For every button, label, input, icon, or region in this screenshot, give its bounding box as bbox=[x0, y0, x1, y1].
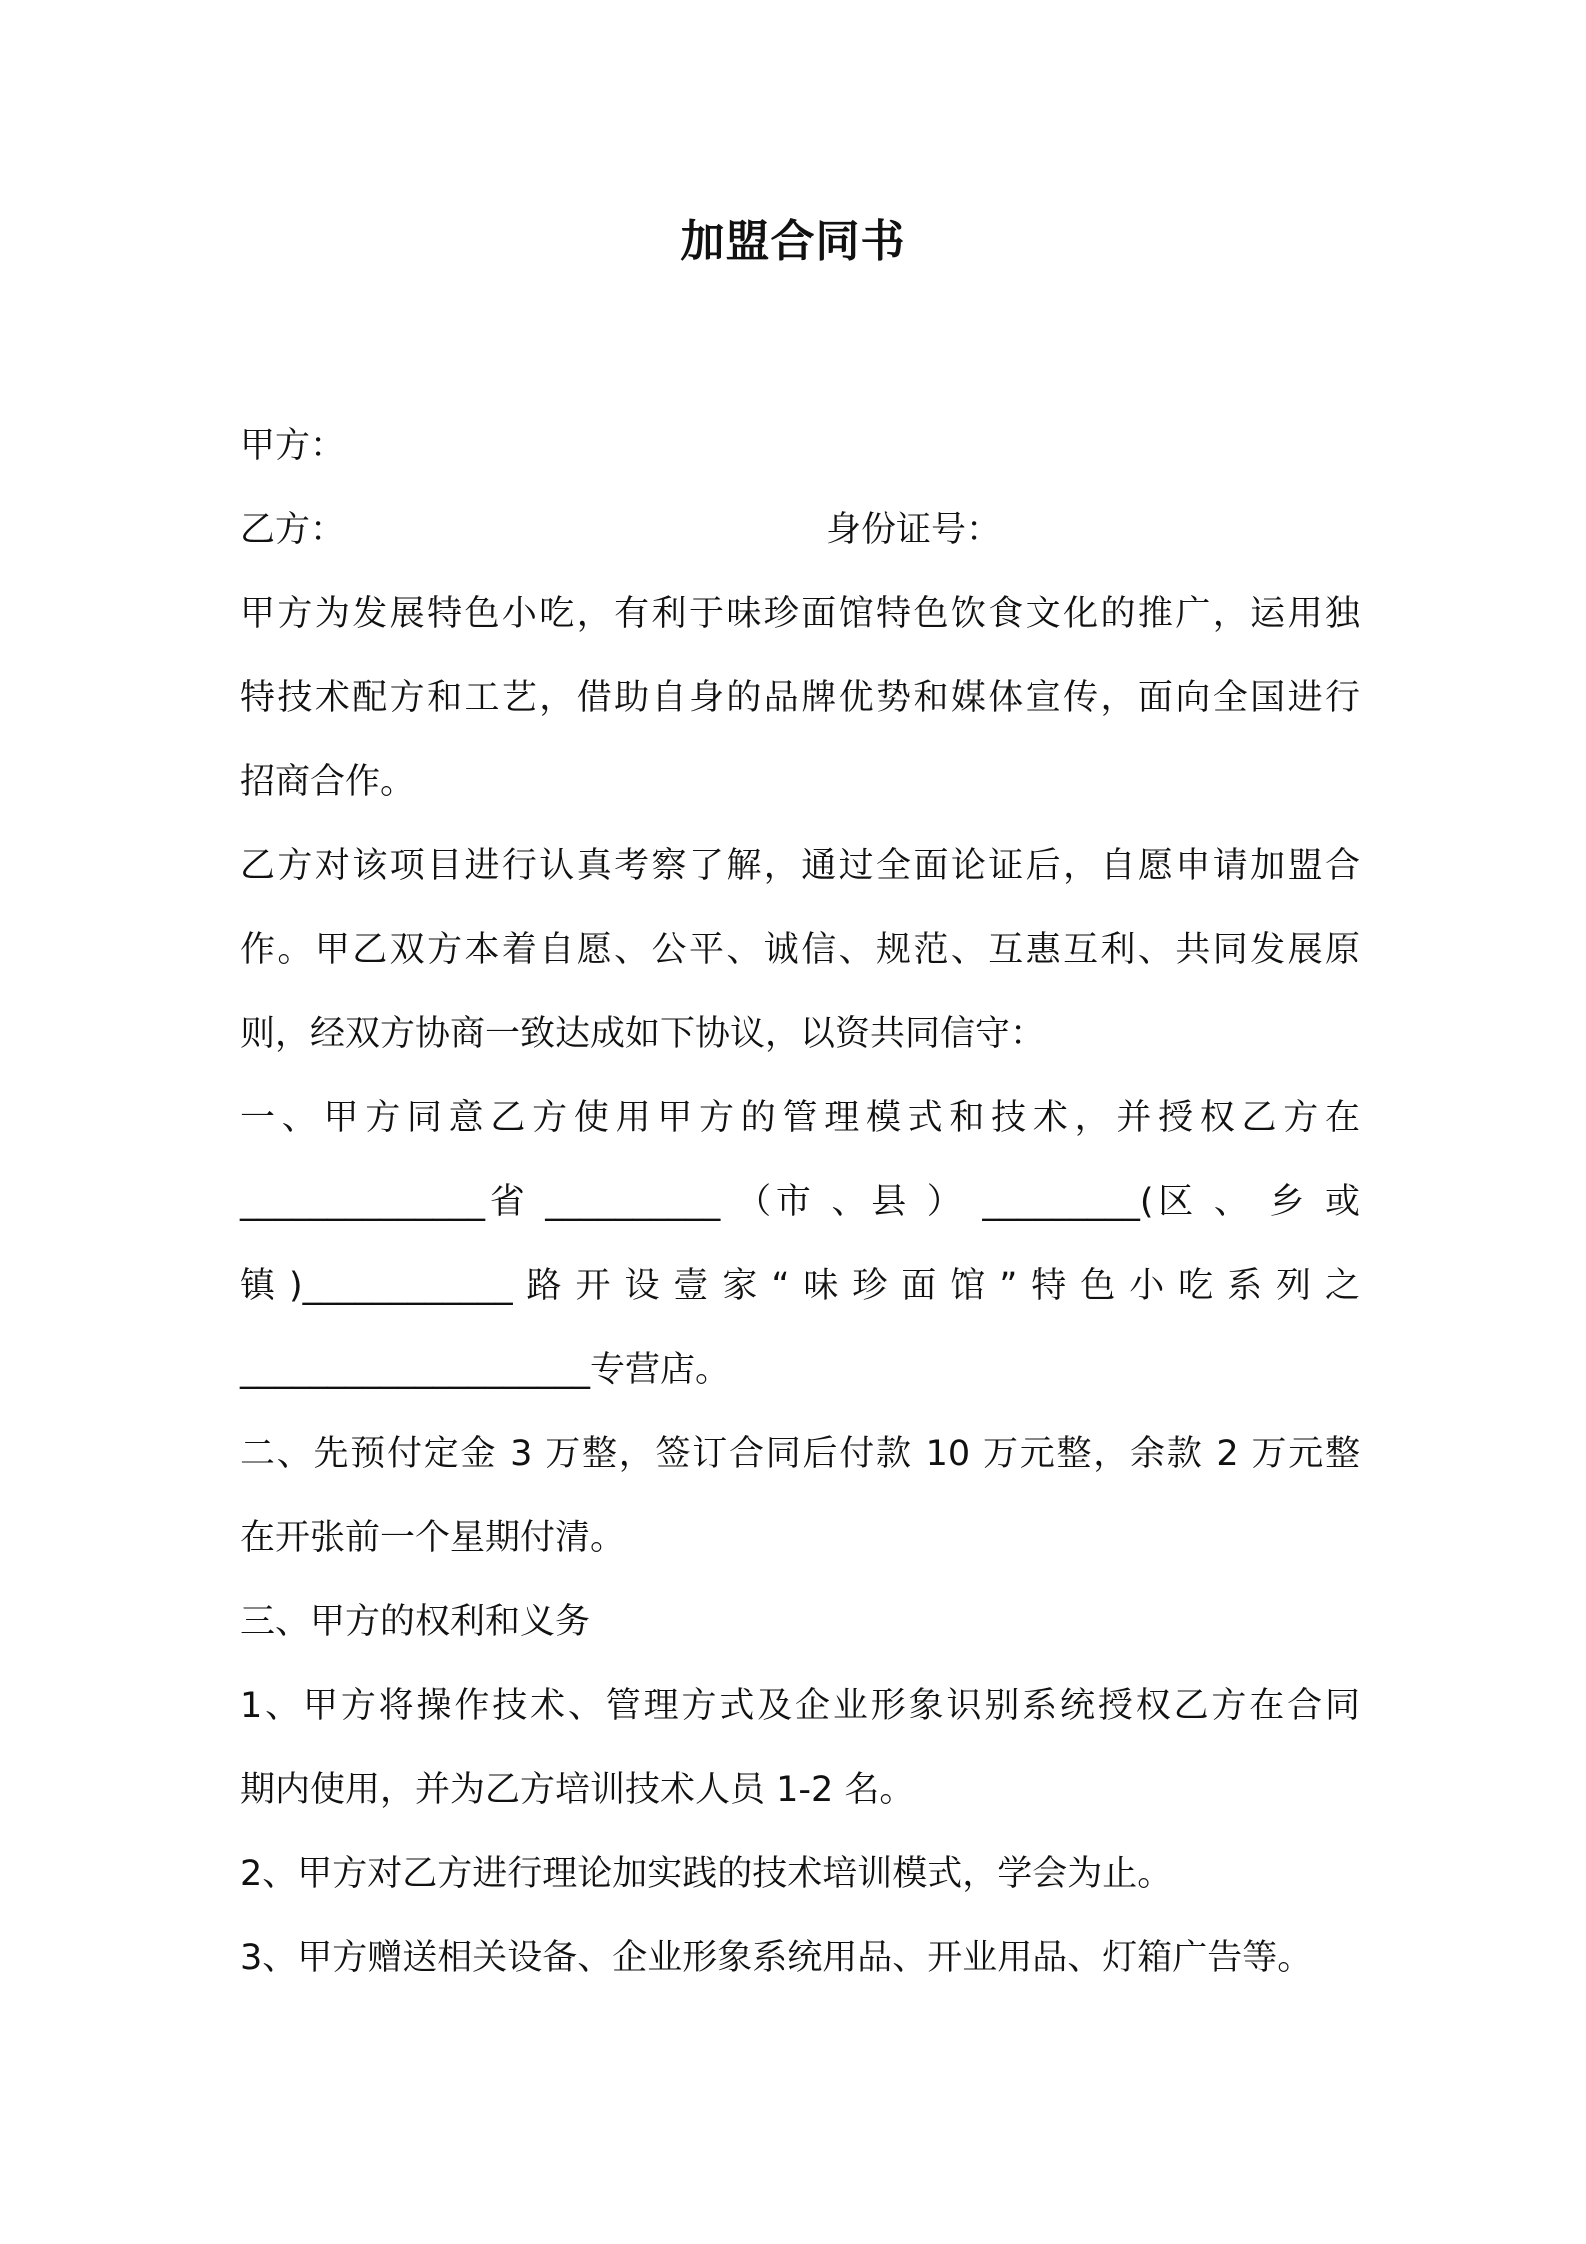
party-b-label: 乙方： bbox=[240, 510, 346, 550]
clause-3-item-line: 1、甲方将操作技术、管理方式及企业形象识别系统授权乙方在合同 bbox=[240, 1686, 1360, 1726]
clause-3-item-line: 期内使用，并为乙方培训技术人员 1-2 名。 bbox=[240, 1770, 915, 1810]
party-a-line bbox=[240, 404, 1360, 488]
paragraph-line: 乙方对该项目进行认真考察了解，通过全面论证后，自愿申请加盟合 bbox=[240, 846, 1360, 886]
clause-2-line: 在开张前一个星期付清。 bbox=[240, 1518, 626, 1558]
document-body bbox=[240, 404, 1360, 2000]
clause-2-line: 二、先预付定金 3 万整，签订合同后付款 10 万元整，余款 2 万元整 bbox=[240, 1434, 1360, 1474]
clause-3-item-line: 3、甲方赠送相关设备、企业形象系统用品、开业用品、灯箱广告等。 bbox=[240, 1938, 1313, 1978]
clause-3-item-line: 2、甲方对乙方进行理论加实践的技术培训模式，学会为止。 bbox=[240, 1854, 1173, 1894]
party-a-label: 甲方： bbox=[240, 426, 346, 466]
clause-1-address-line: ______________省 __________ （市 、县 ） _________(区 、 乡 或 bbox=[240, 1182, 1360, 1222]
id-number-label: 身份证号： bbox=[826, 510, 1002, 550]
clause-1-line: 一、甲方同意乙方使用甲方的管理模式和技术，并授权乙方在 bbox=[240, 1098, 1360, 1138]
paragraph-line: 特技术配方和工艺，借助自身的品牌优势和媒体宣传，面向全国进行 bbox=[240, 678, 1360, 718]
paragraph-line: 招商合作。 bbox=[240, 762, 416, 802]
document-title: 加盟合同书 bbox=[680, 216, 906, 267]
clause-1-store-line: ____________________专营店。 bbox=[240, 1350, 731, 1390]
paragraph-line: 甲方为发展特色小吃，有利于味珍面馆特色饮食文化的推广，运用独 bbox=[240, 594, 1360, 634]
clause-3-heading: 三、甲方的权利和义务 bbox=[240, 1602, 591, 1642]
party-b-line bbox=[240, 488, 1360, 572]
clause-1-address-line: 镇)____________路开设壹家“味珍面馆”特色小吃系列之 bbox=[240, 1266, 1360, 1306]
paragraph-line: 则，经双方协商一致达成如下协议，以资共同信守： bbox=[240, 1014, 1046, 1054]
paragraph-line: 作。甲乙双方本着自愿、公平、诚信、规范、互惠互利、共同发展原 bbox=[240, 930, 1360, 970]
